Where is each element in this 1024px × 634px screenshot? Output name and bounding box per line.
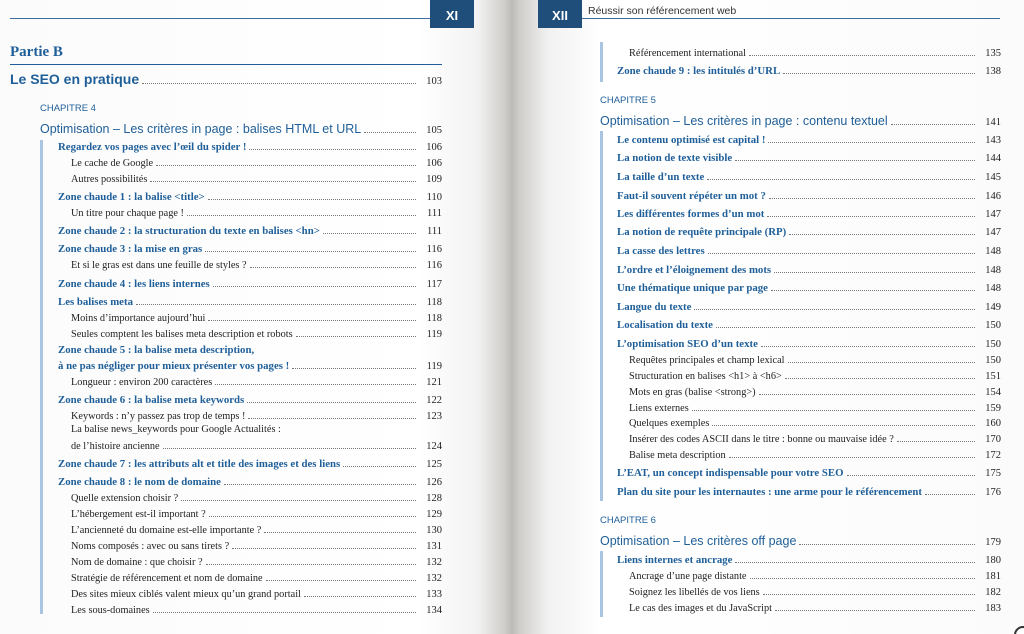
entry-title: Ancrage d’une page distante xyxy=(629,571,747,582)
leader-dots xyxy=(729,457,975,458)
entry-title: La notion de texte visible xyxy=(617,152,733,164)
toc-entry[interactable] xyxy=(617,169,1001,183)
leader-dots xyxy=(156,165,416,166)
entry-title: Le contenu optimisé est capital ! xyxy=(617,134,766,146)
page-ref: 132 xyxy=(426,573,442,584)
leader-dots xyxy=(785,378,975,379)
entry-title: La notion de requête principale (RP) xyxy=(617,226,787,238)
toc-entry[interactable] xyxy=(617,224,1001,238)
header-rule xyxy=(538,18,1000,19)
leader-dots xyxy=(205,251,416,252)
partie-label: Partie B xyxy=(10,44,63,60)
toc-part-entry[interactable] xyxy=(10,69,442,87)
page-ref: 135 xyxy=(985,48,1001,59)
entry-title: Insérer des codes ASCII dans le titre : bonne ou mauvaise idée ? xyxy=(629,434,894,445)
page-ref: 179 xyxy=(985,537,1001,548)
right-page xyxy=(512,0,1024,634)
chapter-label: CHAPITRE 5 xyxy=(600,95,656,106)
entry-title: L’optimisation SEO d’un texte xyxy=(617,338,758,350)
page-ref: 148 xyxy=(985,246,1001,257)
toc-subentry[interactable] xyxy=(629,568,1001,582)
entry-title: Moins d’importance aujourd’hui xyxy=(71,313,206,324)
leader-dots xyxy=(789,234,975,235)
entry-title: à ne pas négliger pour mieux présenter vos pages ! xyxy=(58,360,290,372)
entry-title: L’ancienneté du domaine est-elle importante ? xyxy=(71,525,262,536)
leader-dots xyxy=(891,124,975,125)
toc-entry[interactable] xyxy=(58,189,442,203)
leader-dots xyxy=(694,309,975,310)
entry-title: Le cas des images et du JavaScript xyxy=(629,603,772,614)
leader-dots xyxy=(296,336,416,337)
toc-subentry[interactable] xyxy=(71,554,442,568)
header-rule xyxy=(10,18,430,19)
entry-title: Localisation du texte xyxy=(617,319,713,331)
page-ref: 118 xyxy=(426,297,442,308)
toc-entry[interactable] xyxy=(617,243,1001,257)
page-ref: 119 xyxy=(426,329,442,340)
entry-title: Un titre pour chaque page ! xyxy=(71,208,184,219)
toc-entry[interactable] xyxy=(617,132,1001,146)
entry-title: Balise meta description xyxy=(629,450,726,461)
section-bar xyxy=(600,131,603,501)
entry-title: Zone chaude 2 : la structuration du texte en balises <hn> xyxy=(58,225,320,237)
toc-subentry[interactable] xyxy=(629,368,1001,382)
entry-title: Quelques exemples xyxy=(629,418,710,429)
entry-title: Autres possibilités xyxy=(71,174,148,185)
entry-title: Faut-il souvent répéter un mot ? xyxy=(617,190,766,202)
page-ref: 110 xyxy=(426,192,442,203)
entry-title: La casse des lettres xyxy=(617,245,705,257)
toc-subentry[interactable] xyxy=(629,415,1001,429)
leader-dots xyxy=(708,253,975,254)
leader-dots xyxy=(248,418,416,419)
toc-entry[interactable] xyxy=(58,139,442,153)
header-title: Réussir son référencement web xyxy=(588,5,737,17)
leader-dots xyxy=(769,198,975,199)
page-number-badge: XII xyxy=(538,0,582,28)
leader-dots xyxy=(249,149,416,150)
page-ref: 109 xyxy=(426,174,442,185)
page-ref: 133 xyxy=(426,589,442,600)
entry-title: Keywords : n’y passez pas trop de temps ! xyxy=(71,411,246,422)
toc-subentry[interactable] xyxy=(71,570,442,584)
entry-title: L’ordre et l’éloignement des mots xyxy=(617,264,772,276)
leader-dots xyxy=(364,132,416,133)
toc-subentry[interactable] xyxy=(71,310,442,324)
toc-entry[interactable] xyxy=(58,276,442,290)
page-ref: 130 xyxy=(426,525,442,536)
page-ref: 116 xyxy=(426,244,442,255)
page-ref: 103 xyxy=(426,76,442,87)
leader-dots xyxy=(750,578,975,579)
page-ref: 138 xyxy=(985,66,1001,77)
leader-dots xyxy=(799,544,975,545)
leader-dots xyxy=(783,73,975,74)
leader-dots xyxy=(208,199,416,200)
page-ref: 172 xyxy=(985,450,1001,461)
leader-dots xyxy=(213,286,416,287)
chapter-label: CHAPITRE 6 xyxy=(600,515,656,526)
page-ref: 118 xyxy=(426,313,442,324)
toc-subentry[interactable] xyxy=(71,490,442,504)
page-ref: 176 xyxy=(985,487,1001,498)
toc-subentry[interactable] xyxy=(629,600,1001,614)
page-ref: 149 xyxy=(985,302,1001,313)
toc-subentry[interactable] xyxy=(629,352,1001,366)
toc-subentry[interactable] xyxy=(629,584,1001,598)
leader-dots xyxy=(897,441,975,442)
toc-entry[interactable] xyxy=(58,294,442,308)
leader-dots xyxy=(925,494,975,495)
leader-dots xyxy=(707,179,975,180)
toc-subentry[interactable] xyxy=(71,171,442,185)
entry-title: Structuration en balises <h1> à <h6> xyxy=(629,371,782,382)
toc-entry[interactable] xyxy=(617,465,1001,479)
entry-title: Noms composés : avec ou sans tirets ? xyxy=(71,541,230,552)
section-bar xyxy=(600,551,603,617)
leader-dots xyxy=(788,362,975,363)
entry-title: Plan du site pour les internautes : une arme pour le référencement xyxy=(617,486,922,498)
toc-entry[interactable] xyxy=(58,392,442,406)
entry-title: de l’histoire ancienne xyxy=(71,441,160,452)
page-ref: 182 xyxy=(985,587,1001,598)
leader-dots xyxy=(771,290,975,291)
page-ref: 141 xyxy=(985,117,1001,128)
page-ref: 181 xyxy=(985,571,1001,582)
toc-subentry[interactable] xyxy=(71,326,442,340)
toc-subentry[interactable] xyxy=(629,45,1001,59)
entry-title: Zone chaude 4 : les liens internes xyxy=(58,278,210,290)
toc-subentry[interactable] xyxy=(71,602,442,616)
section-bar xyxy=(40,140,43,614)
entry-title: Quelle extension choisir ? xyxy=(71,493,179,504)
leader-dots xyxy=(250,267,416,268)
toc-entry[interactable] xyxy=(617,484,1001,498)
page-ref: 147 xyxy=(985,209,1001,220)
leader-dots xyxy=(150,181,416,182)
page-ref: 170 xyxy=(985,434,1001,445)
leader-dots xyxy=(224,484,416,485)
toc-subentry[interactable] xyxy=(71,538,442,552)
leader-dots xyxy=(343,466,416,467)
leader-dots xyxy=(247,402,416,403)
entry-title: Les différentes formes d’un mot xyxy=(617,208,765,220)
leader-dots xyxy=(847,475,976,476)
entry-title: Requêtes principales et champ lexical xyxy=(629,355,785,366)
page-ref: 150 xyxy=(985,339,1001,350)
entry-title: Zone chaude 3 : la mise en gras xyxy=(58,243,203,255)
partie-rule xyxy=(10,64,442,65)
toc-entry[interactable] xyxy=(617,299,1001,313)
entry-title: Nom de domaine : que choisir ? xyxy=(71,557,203,568)
entry-title: Et si le gras est dans une feuille de styles ? xyxy=(71,260,247,271)
page-ref: 148 xyxy=(985,265,1001,276)
toc-subentry[interactable] xyxy=(71,205,442,219)
page-ref: 125 xyxy=(426,459,442,470)
entry-title: Liens internes et ancrage xyxy=(617,554,733,566)
toc-subentry[interactable] xyxy=(71,522,442,536)
page-ref: 119 xyxy=(426,361,442,372)
leader-dots xyxy=(712,425,975,426)
chapter-title: Optimisation – Les critères in page : contenu textuel xyxy=(600,114,888,128)
entry-title: Une thématique unique par page xyxy=(617,282,768,294)
page-ref: 134 xyxy=(426,605,442,616)
page-ref: 159 xyxy=(985,403,1001,414)
page-ref: 116 xyxy=(426,260,442,271)
entry-title-line1: Zone chaude 5 : la balise meta description, xyxy=(58,344,255,356)
entry-title: Soignez les libellés de vos liens xyxy=(629,587,760,598)
leader-dots xyxy=(774,272,975,273)
entry-title: Seules comptent les balises meta description et robots xyxy=(71,329,293,340)
entry-title: L’EAT, un concept indispensable pour votre SEO xyxy=(617,467,844,479)
chapter-title: Optimisation – Les critères in page : balises HTML et URL xyxy=(40,122,362,136)
leader-dots xyxy=(215,384,416,385)
toc-entry[interactable] xyxy=(617,262,1001,276)
page-ref: 117 xyxy=(426,279,442,290)
entry-title: Langue du texte xyxy=(617,301,692,313)
page-ref: 123 xyxy=(426,411,442,422)
leader-dots xyxy=(761,346,975,347)
page-ref: 160 xyxy=(985,418,1001,429)
page-ref: 105 xyxy=(426,125,442,136)
leader-dots xyxy=(767,216,975,217)
leader-dots xyxy=(304,596,416,597)
entry-title: Mots en gras (balise <strong>) xyxy=(629,387,756,398)
leader-dots xyxy=(206,564,416,565)
leader-dots xyxy=(763,594,975,595)
toc-entry[interactable] xyxy=(58,456,442,470)
toc-subentry[interactable] xyxy=(71,438,442,452)
toc-entry[interactable] xyxy=(58,358,442,372)
toc-entry[interactable] xyxy=(617,206,1001,220)
page-ref: 148 xyxy=(985,283,1001,294)
leader-dots xyxy=(735,562,975,563)
toc-subentry[interactable] xyxy=(71,408,442,422)
toc-entry[interactable] xyxy=(58,223,442,237)
entry-title: Zone chaude 8 : le nom de domaine xyxy=(58,476,221,488)
page-ref: 183 xyxy=(985,603,1001,614)
toc-subentry[interactable] xyxy=(629,384,1001,398)
part-title: Le SEO en pratique xyxy=(10,71,140,87)
entry-title: Les balises meta xyxy=(58,296,133,308)
leader-dots xyxy=(692,410,975,411)
page-ref: 150 xyxy=(985,355,1001,366)
page-ref: 122 xyxy=(426,395,442,406)
entry-title-line1: La balise news_keywords pour Google Actualités : xyxy=(71,424,281,435)
page-ref: 154 xyxy=(985,387,1001,398)
toc-chapter-entry[interactable] xyxy=(600,531,1001,548)
page-ref: 131 xyxy=(426,541,442,552)
toc-subentry[interactable] xyxy=(629,431,1001,445)
toc-subentry[interactable] xyxy=(71,586,442,600)
entry-title: Longueur : environ 200 caractères xyxy=(71,377,213,388)
leader-dots xyxy=(181,500,416,501)
leader-dots xyxy=(153,612,416,613)
page-ref: 145 xyxy=(985,172,1001,183)
toc-entry[interactable] xyxy=(58,474,442,488)
page-ref: 143 xyxy=(985,135,1001,146)
toc-subentry[interactable] xyxy=(71,257,442,271)
entry-title: Les sous-domaines xyxy=(71,605,150,616)
entry-title: Référencement international xyxy=(629,48,746,59)
page-ref: 111 xyxy=(427,226,442,237)
page-ref: 128 xyxy=(426,493,442,504)
page-ref: 151 xyxy=(985,371,1001,382)
toc-subentry[interactable] xyxy=(71,155,442,169)
page-ref: 124 xyxy=(426,441,442,452)
leader-dots xyxy=(716,327,975,328)
leader-dots xyxy=(209,516,416,517)
page-ref: 146 xyxy=(985,191,1001,202)
leader-dots xyxy=(264,532,416,533)
entry-title: Le cache de Google xyxy=(71,158,154,169)
toc-subentry[interactable] xyxy=(629,447,1001,461)
entry-title: Stratégie de référencement et nom de domaine xyxy=(71,573,263,584)
toc-entry[interactable] xyxy=(617,336,1001,350)
page-ref: 175 xyxy=(985,468,1001,479)
leader-dots xyxy=(208,320,416,321)
page-ref: 132 xyxy=(426,557,442,568)
toc-subentry[interactable] xyxy=(71,374,442,388)
entry-title: Zone chaude 9 : les intitulés d’URL xyxy=(617,65,781,77)
toc-chapter-entry[interactable] xyxy=(40,119,442,136)
leader-dots xyxy=(759,394,975,395)
leader-dots xyxy=(187,215,416,216)
page-ref: 150 xyxy=(985,320,1001,331)
leader-dots xyxy=(266,580,416,581)
toc-subentry[interactable] xyxy=(629,400,1001,414)
entry-title: Zone chaude 7 : les attributs alt et title des images et des liens xyxy=(58,458,341,470)
entry-title: Zone chaude 6 : la balise meta keywords xyxy=(58,394,245,406)
entry-title: Zone chaude 1 : la balise <title> xyxy=(58,191,205,203)
leader-dots xyxy=(292,368,416,369)
leader-dots xyxy=(136,304,416,305)
chapter-title: Optimisation – Les critères off page xyxy=(600,534,797,548)
page-ref: 106 xyxy=(426,158,442,169)
page-ref: 129 xyxy=(426,509,442,520)
toc-entry[interactable] xyxy=(617,552,1001,566)
toc-entry[interactable] xyxy=(617,280,1001,294)
page-ref: 121 xyxy=(426,377,442,388)
entry-title: La taille d’un texte xyxy=(617,171,705,183)
leader-dots xyxy=(232,548,416,549)
toc-entry[interactable] xyxy=(58,241,442,255)
page-ref: 144 xyxy=(985,153,1001,164)
entry-title: L’hébergement est-il important ? xyxy=(71,509,206,520)
leader-dots xyxy=(142,83,416,84)
entry-title: Regardez vos pages avec l’œil du spider ! xyxy=(58,141,247,153)
page-ref: 126 xyxy=(426,477,442,488)
toc-entry[interactable] xyxy=(617,150,1001,164)
leader-dots xyxy=(735,160,975,161)
page-number-badge: XI xyxy=(430,0,474,28)
page-ref: 111 xyxy=(427,208,442,219)
section-bar xyxy=(600,42,603,82)
leader-dots xyxy=(163,448,416,449)
chapter-label: CHAPITRE 4 xyxy=(40,103,96,114)
leader-dots xyxy=(323,233,416,234)
toc-entry[interactable] xyxy=(617,63,1001,77)
toc-entry[interactable] xyxy=(617,317,1001,331)
toc-chapter-entry[interactable] xyxy=(600,111,1001,128)
page-ref: 106 xyxy=(426,142,442,153)
entry-title: Des sites mieux ciblés valent mieux qu’un grand portail xyxy=(71,589,301,600)
toc-subentry[interactable] xyxy=(71,506,442,520)
leader-dots xyxy=(775,610,975,611)
page-ref: 180 xyxy=(985,555,1001,566)
entry-title: Liens externes xyxy=(629,403,689,414)
toc-entry[interactable] xyxy=(617,188,1001,202)
leader-dots xyxy=(768,142,975,143)
leader-dots xyxy=(749,55,975,56)
page-ref: 147 xyxy=(985,227,1001,238)
